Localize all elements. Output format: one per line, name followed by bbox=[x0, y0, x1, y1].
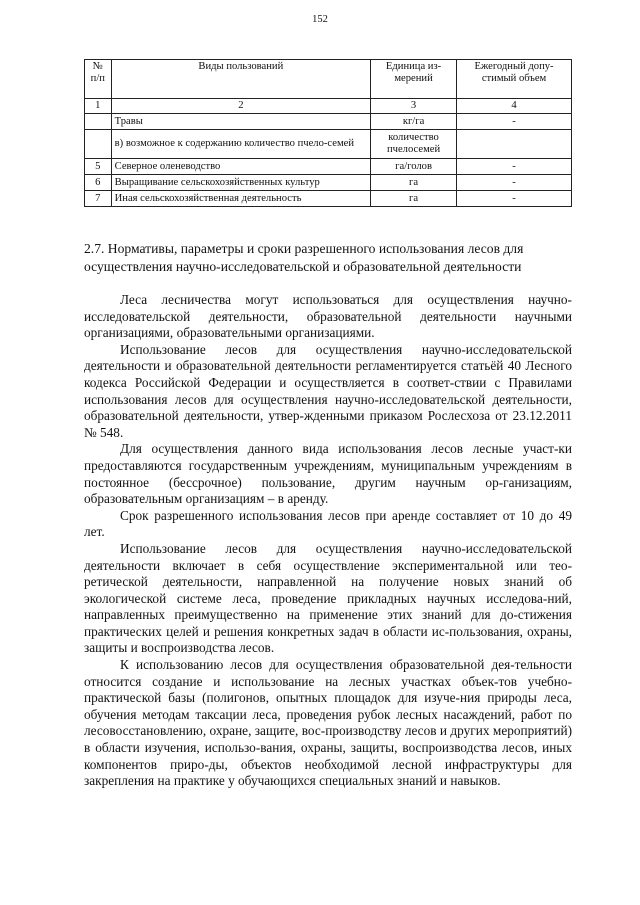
row-unit: кг/га bbox=[371, 114, 457, 130]
row-num bbox=[85, 130, 112, 159]
row-use-type: Травы bbox=[111, 114, 370, 130]
page-number: 152 bbox=[312, 14, 328, 25]
column-number: 3 bbox=[371, 99, 457, 114]
row-unit: количество пчелосемей bbox=[371, 130, 457, 159]
paragraph: Использование лесов для осуществления научно-исследовательской деятельности и образовательной деятельности регламентируется статьёй 40 Лесного кодекса Российской Федерации и осуществляется в соответ-ствии с Правилами использования лесов для осуществления научно-исследовательской деятельности, образовательной деятельности, утвер-жденными приказом Рослесхоза от 23.12.2011 № 548. bbox=[84, 341, 572, 440]
row-num bbox=[85, 114, 112, 130]
row-num: 6 bbox=[85, 175, 112, 191]
row-use-type: Иная сельскохозяйственная деятельность bbox=[111, 191, 370, 207]
row-use-type: в) возможное к содержанию количество пчело-семей bbox=[111, 130, 370, 159]
table-row bbox=[85, 130, 572, 159]
header-annual-volume: Ежегодный допу-стимый объем bbox=[457, 60, 572, 99]
row-volume: - bbox=[457, 114, 572, 130]
column-number: 2 bbox=[111, 99, 370, 114]
row-volume: - bbox=[457, 159, 572, 175]
header-use-type: Виды пользований bbox=[111, 60, 370, 99]
header-num: № п/п bbox=[85, 60, 112, 99]
row-volume: - bbox=[457, 191, 572, 207]
land-use-table bbox=[84, 59, 572, 207]
table-row bbox=[85, 159, 572, 175]
paragraph: Срок разрешенного использования лесов при аренде составляет от 10 до 49 лет. bbox=[84, 507, 572, 540]
row-use-type: Северное оленеводство bbox=[111, 159, 370, 175]
column-number: 4 bbox=[457, 99, 572, 114]
row-num: 7 bbox=[85, 191, 112, 207]
column-number-row bbox=[85, 99, 572, 114]
header-unit: Единица из-мерений bbox=[371, 60, 457, 99]
row-unit: га bbox=[371, 175, 457, 191]
row-use-type: Выращивание сельскохозяйственных культур bbox=[111, 175, 370, 191]
table-row bbox=[85, 175, 572, 191]
table-header-row bbox=[85, 60, 572, 99]
row-volume: - bbox=[457, 175, 572, 191]
section-heading: 2.7. Нормативы, параметры и сроки разрешенного использования лесов для осуществления научно-исследовательской и образовательной деятельности bbox=[84, 241, 524, 274]
row-num: 5 bbox=[85, 159, 112, 175]
table-row bbox=[85, 191, 572, 207]
row-volume bbox=[457, 130, 572, 159]
table-row bbox=[85, 114, 572, 130]
paragraph: Для осуществления данного вида использования лесов лесные участ-ки предоставляются государственным учреждениям, муниципальным учреждениям в постоянное (бессрочное) пользование, другим научным ор-ганизациям, образовательным организациям – в аренду. bbox=[84, 441, 572, 507]
row-unit: га bbox=[371, 191, 457, 207]
row-unit: га/голов bbox=[371, 159, 457, 175]
paragraph: Леса лесничества могут использоваться для осуществления научно-исследовательской деятельности, образовательной деятельности научными организациями, образовательными организациями. bbox=[84, 292, 572, 341]
paragraph: Использование лесов для осуществления научно-исследовательской деятельности включает в себя осуществление экспериментальной или тео-ретической деятельности, направленной на получение новых знаний об экологической системе леса, проведение прикладных научных исследова-ний, направленных преимущественно на применение этих знаний для до-стижения практических целей и решения конкретных задач в области ис-пользования, охраны, защиты и воспроизводства лесов. bbox=[84, 540, 572, 656]
paragraph: К использованию лесов для осуществления образовательной дея-тельности относится создание и использование на лесных участках объек-тов учебно-практической базы (полигонов, опытных площадок для изуче-ния природы леса, обучения методам таксации леса, проведения рубок лесных насаждений, работ по лесовосстановлению, охране, защите, вос-производству лесов и других мероприятий) в области изучения, использо-вания, охраны, защиты, воспроизводства лесов, иных компонентов приро-ды, объектов необходимой лесной инфраструктуры для закрепления на практике у обучающихся специальных знаний и навыков. bbox=[84, 657, 572, 789]
column-number: 1 bbox=[85, 99, 112, 114]
body-text bbox=[84, 292, 572, 790]
